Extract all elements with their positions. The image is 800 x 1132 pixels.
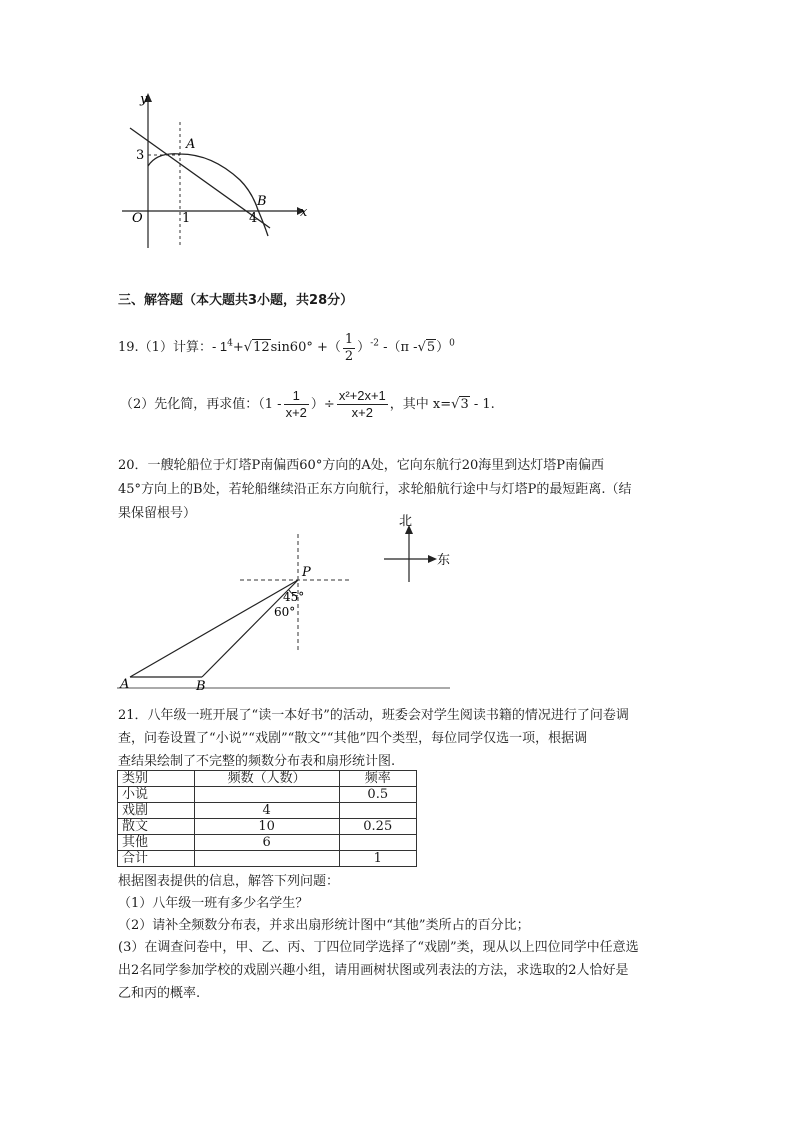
sqrt-icon: √ (417, 340, 426, 355)
q21-sub3-line2: 出2名同学参加学校的戏剧兴趣小组，请用画树状图或列表法的方法，求选取的2人恰好是 (118, 963, 629, 978)
q19-exp2: -2 (370, 338, 379, 349)
q19-exp3: 0 (449, 338, 455, 349)
q19-sqrt12: 12 (253, 340, 270, 355)
table-cell: 戏剧 (118, 803, 195, 819)
table-cell: 其他 (118, 835, 195, 851)
q19-part2 (120, 388, 495, 421)
q21-after1: 根据图表提供的信息，解答下列问题： (118, 874, 340, 889)
table-cell: 1 (339, 851, 416, 867)
table-header-row (118, 771, 417, 787)
label-b: B (196, 679, 206, 692)
tick-x-4: 4 (249, 211, 258, 226)
table-cell (194, 851, 339, 867)
q19-plus: + (232, 340, 244, 355)
q20-line3: 果保留根号） (118, 506, 197, 521)
function-graph (112, 88, 312, 258)
east-label: 东 (437, 553, 451, 568)
q19-frac2-num: x²+2x+1 (338, 388, 386, 403)
q19-close: ） (357, 340, 371, 355)
q21-line3: 查结果绘制了不完整的频数分布表和扇形统计图. (118, 754, 396, 769)
q19-part1 (118, 330, 455, 365)
tick-y-3: 3 (136, 148, 145, 163)
label-p: P (302, 565, 311, 580)
table-header-cell: 频率 (339, 771, 416, 787)
table-cell (339, 803, 416, 819)
q19-term1: - 1 (211, 339, 228, 354)
origin-label: O (132, 211, 143, 226)
table-cell: 小说 (118, 787, 195, 803)
table-row (118, 851, 417, 867)
east-arrow-icon (428, 555, 437, 563)
q19-div: ）÷ (310, 397, 335, 412)
q19-where: ，其中 x= (389, 397, 452, 412)
angle-60-label: 60° (274, 605, 296, 619)
q20-line2: 45°方向上的B处，若轮船继续沿正东方向航行，求轮船航行途中与灯塔P的最短距离.（结 (118, 482, 632, 497)
q19-frac2 (337, 388, 388, 421)
table-cell: 0.5 (339, 787, 416, 803)
point-a-label: A (186, 137, 196, 152)
table-cell: 4 (194, 803, 339, 819)
angle-45-label: 45° (283, 590, 305, 604)
sqrt-icon: √ (243, 340, 253, 355)
y-axis-label: y (140, 92, 148, 107)
table-cell: 10 (194, 819, 339, 835)
sqrt-icon: √ (451, 397, 460, 412)
table-row (118, 819, 417, 835)
q21-sub1: （1）八年级一班有多少名学生？ (118, 896, 309, 911)
label-a: A (120, 677, 130, 692)
table-row (118, 835, 417, 851)
tick-x-1: 1 (182, 211, 191, 226)
q19-frac-den: 2 (344, 349, 354, 364)
q21-sub3-line3: 乙和丙的概率. (118, 986, 201, 1001)
q19-part2-prefix: （2）先化简，再求值：（1 - (120, 397, 282, 412)
segment-pa (130, 580, 298, 677)
q19-part1-prefix: 19.（1）计算： (118, 340, 212, 355)
table-row (118, 787, 417, 803)
table-cell: 散文 (118, 819, 195, 835)
table-cell: 合计 (118, 851, 195, 867)
q19-exp1: 4 (227, 338, 233, 349)
q19-minus: -（π - (378, 340, 418, 355)
table-header-cell: 频数（人数） (194, 771, 339, 787)
point-b-label: B (257, 194, 267, 209)
q19-frac1-num: 1 (284, 388, 309, 405)
q21-line2: 查，问卷设置了“小说”“戏剧”“散文”“其他”四个类型，每位同学仅选一项，根据调 (118, 731, 588, 746)
q19-end: - 1. (469, 397, 495, 412)
q19-sin: sin60° +（ (270, 340, 341, 355)
table-row (118, 803, 417, 819)
x-axis-label: x (300, 205, 308, 220)
table-cell: 6 (194, 835, 339, 851)
q19-frac2-den: x+2 (351, 405, 373, 420)
q21-sub3-line1: (3）在调查问卷中，甲、乙、丙、丁四位同学选择了“戏剧”类，现从以上四位同学中任意选 (118, 940, 639, 955)
q20-line1: 20．一艘轮船位于灯塔P南偏西60°方向的A处，它向东航行20海里到达灯塔P南偏西 (118, 458, 605, 473)
compass-icon (382, 512, 462, 592)
q21-sub2: （2）请补全频数分布表，并求出扇形统计图中“其他”类所占的百分比； (118, 918, 530, 933)
q19-sqrt3: 3 (460, 397, 469, 412)
north-label: 北 (399, 514, 413, 529)
q19-close2: ） (436, 340, 450, 355)
q19-frac-num: 1 (344, 332, 354, 347)
frequency-table (117, 770, 417, 867)
table-cell (194, 787, 339, 803)
q19-sqrt5: 5 (426, 340, 436, 355)
q19-frac1-den: x+2 (285, 405, 307, 420)
table-cell: 0.25 (339, 819, 416, 835)
table-header-cell: 类别 (118, 771, 195, 787)
q19-frac-half (343, 332, 355, 365)
q21-line1: 21．八年级一班开展了“读一本好书”的活动，班委会对学生阅读书籍的情况进行了问卷调 (118, 708, 629, 723)
table-cell (339, 835, 416, 851)
section-heading: 三、解答题（本大题共3小题，共28分） (118, 293, 354, 308)
q19-frac1 (284, 388, 309, 421)
